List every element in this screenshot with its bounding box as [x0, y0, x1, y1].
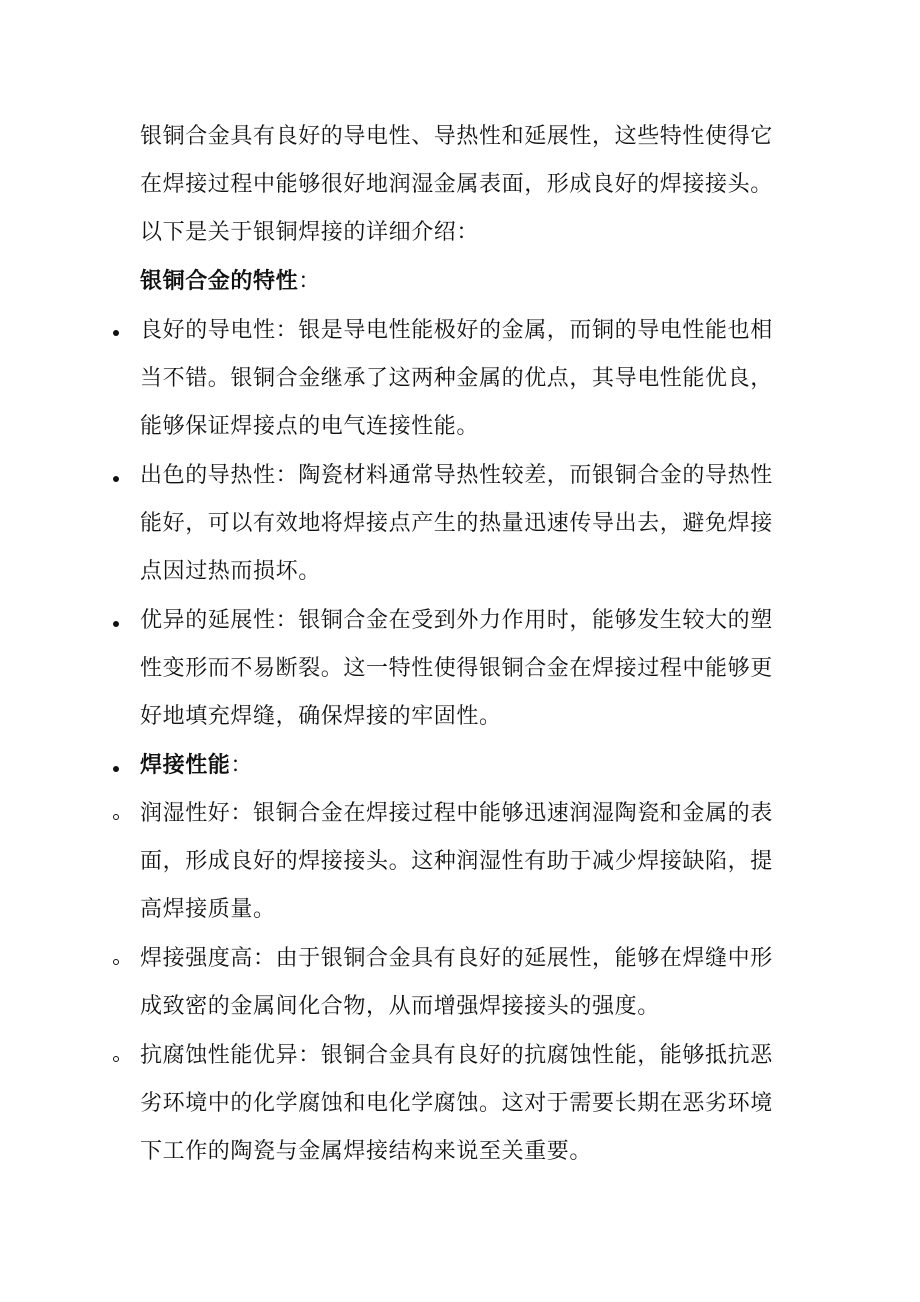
bullet-2-line-2: 能好，可以有效地将焊接点产生的热量迅速传导出去，避免焊接: [140, 511, 773, 536]
sub-bullet-2-line-1: 焊接强度高：由于银铜合金具有良好的延展性，能够在焊缝中形: [140, 946, 773, 971]
sub-bullet-1-line-3: 高焊接质量。: [140, 897, 276, 922]
intro-line-2: 在焊接过程中能够很好地润湿金属表面，形成良好的焊接接头。: [140, 172, 773, 197]
section-heading-text: 银铜合金的特性: [140, 269, 299, 294]
bullet-circle-icon: [111, 812, 121, 822]
bullet-2-line-3: 点因过热而损坏。: [140, 559, 321, 584]
sub-bullet-2-line-2: 成致密的金属间化合物，从而增强焊接接头的强度。: [140, 994, 660, 1019]
bullet-1-line-3: 能够保证焊接点的电气连接性能。: [140, 414, 480, 439]
bullet-1-line-1: 良好的导电性：银是导电性能极好的金属，而铜的导电性能也相: [140, 318, 773, 343]
bullet-1-line-2: 当不错。银铜合金继承了这两种金属的优点，其导电性能优良，: [140, 366, 773, 391]
bullet-circle-icon: [111, 1054, 121, 1064]
bullet-2-line-1: 出色的导热性：陶瓷材料通常导热性较差，而银铜合金的导热性: [140, 463, 773, 488]
bullet-3-line-1: 优异的延展性：银铜合金在受到外力作用时，能够发生较大的塑: [140, 608, 773, 633]
bullet-4-heading: [140, 751, 253, 781]
bullet-disc-icon: [111, 474, 121, 484]
sub-bullet-1-line-1: 润湿性好：银铜合金在焊接过程中能够迅速润湿陶瓷和金属的表: [140, 801, 773, 826]
section-heading-suffix: ：: [298, 269, 321, 294]
bullet-disc-icon: [111, 764, 121, 774]
bullet-disc-icon: [111, 328, 121, 338]
bullet-3-line-3: 好地填充焊缝，确保焊接的牢固性。: [140, 704, 502, 729]
welding-performance-heading: 焊接性能: [140, 753, 231, 778]
sub-bullet-1-line-2: 面，形成良好的焊接接头。这种润湿性有助于减少焊接缺陷，提: [140, 849, 773, 874]
section-heading: [140, 267, 321, 297]
sub-bullet-3-line-2: 劣环境中的化学腐蚀和电化学腐蚀。这对于需要长期在恶劣环境: [140, 1091, 773, 1116]
bullet-disc-icon: [111, 619, 121, 629]
sub-bullet-3-line-3: 下工作的陶瓷与金属焊接结构来说至关重要。: [140, 1139, 593, 1164]
intro-line-3: 以下是关于银铜焊接的详细介绍：: [140, 220, 480, 245]
sub-bullet-3-line-1: 抗腐蚀性能优异：银铜合金具有良好的抗腐蚀性能，能够抵抗恶: [140, 1043, 773, 1068]
welding-performance-suffix: ：: [230, 753, 254, 778]
bullet-circle-icon: [111, 957, 121, 967]
bullet-3-line-2: 性变形而不易断裂。这一特性使得银铜合金在焊接过程中能够更: [140, 656, 773, 681]
intro-line-1: 银铜合金具有良好的导电性、导热性和延展性，这些特性使得它: [140, 124, 773, 149]
